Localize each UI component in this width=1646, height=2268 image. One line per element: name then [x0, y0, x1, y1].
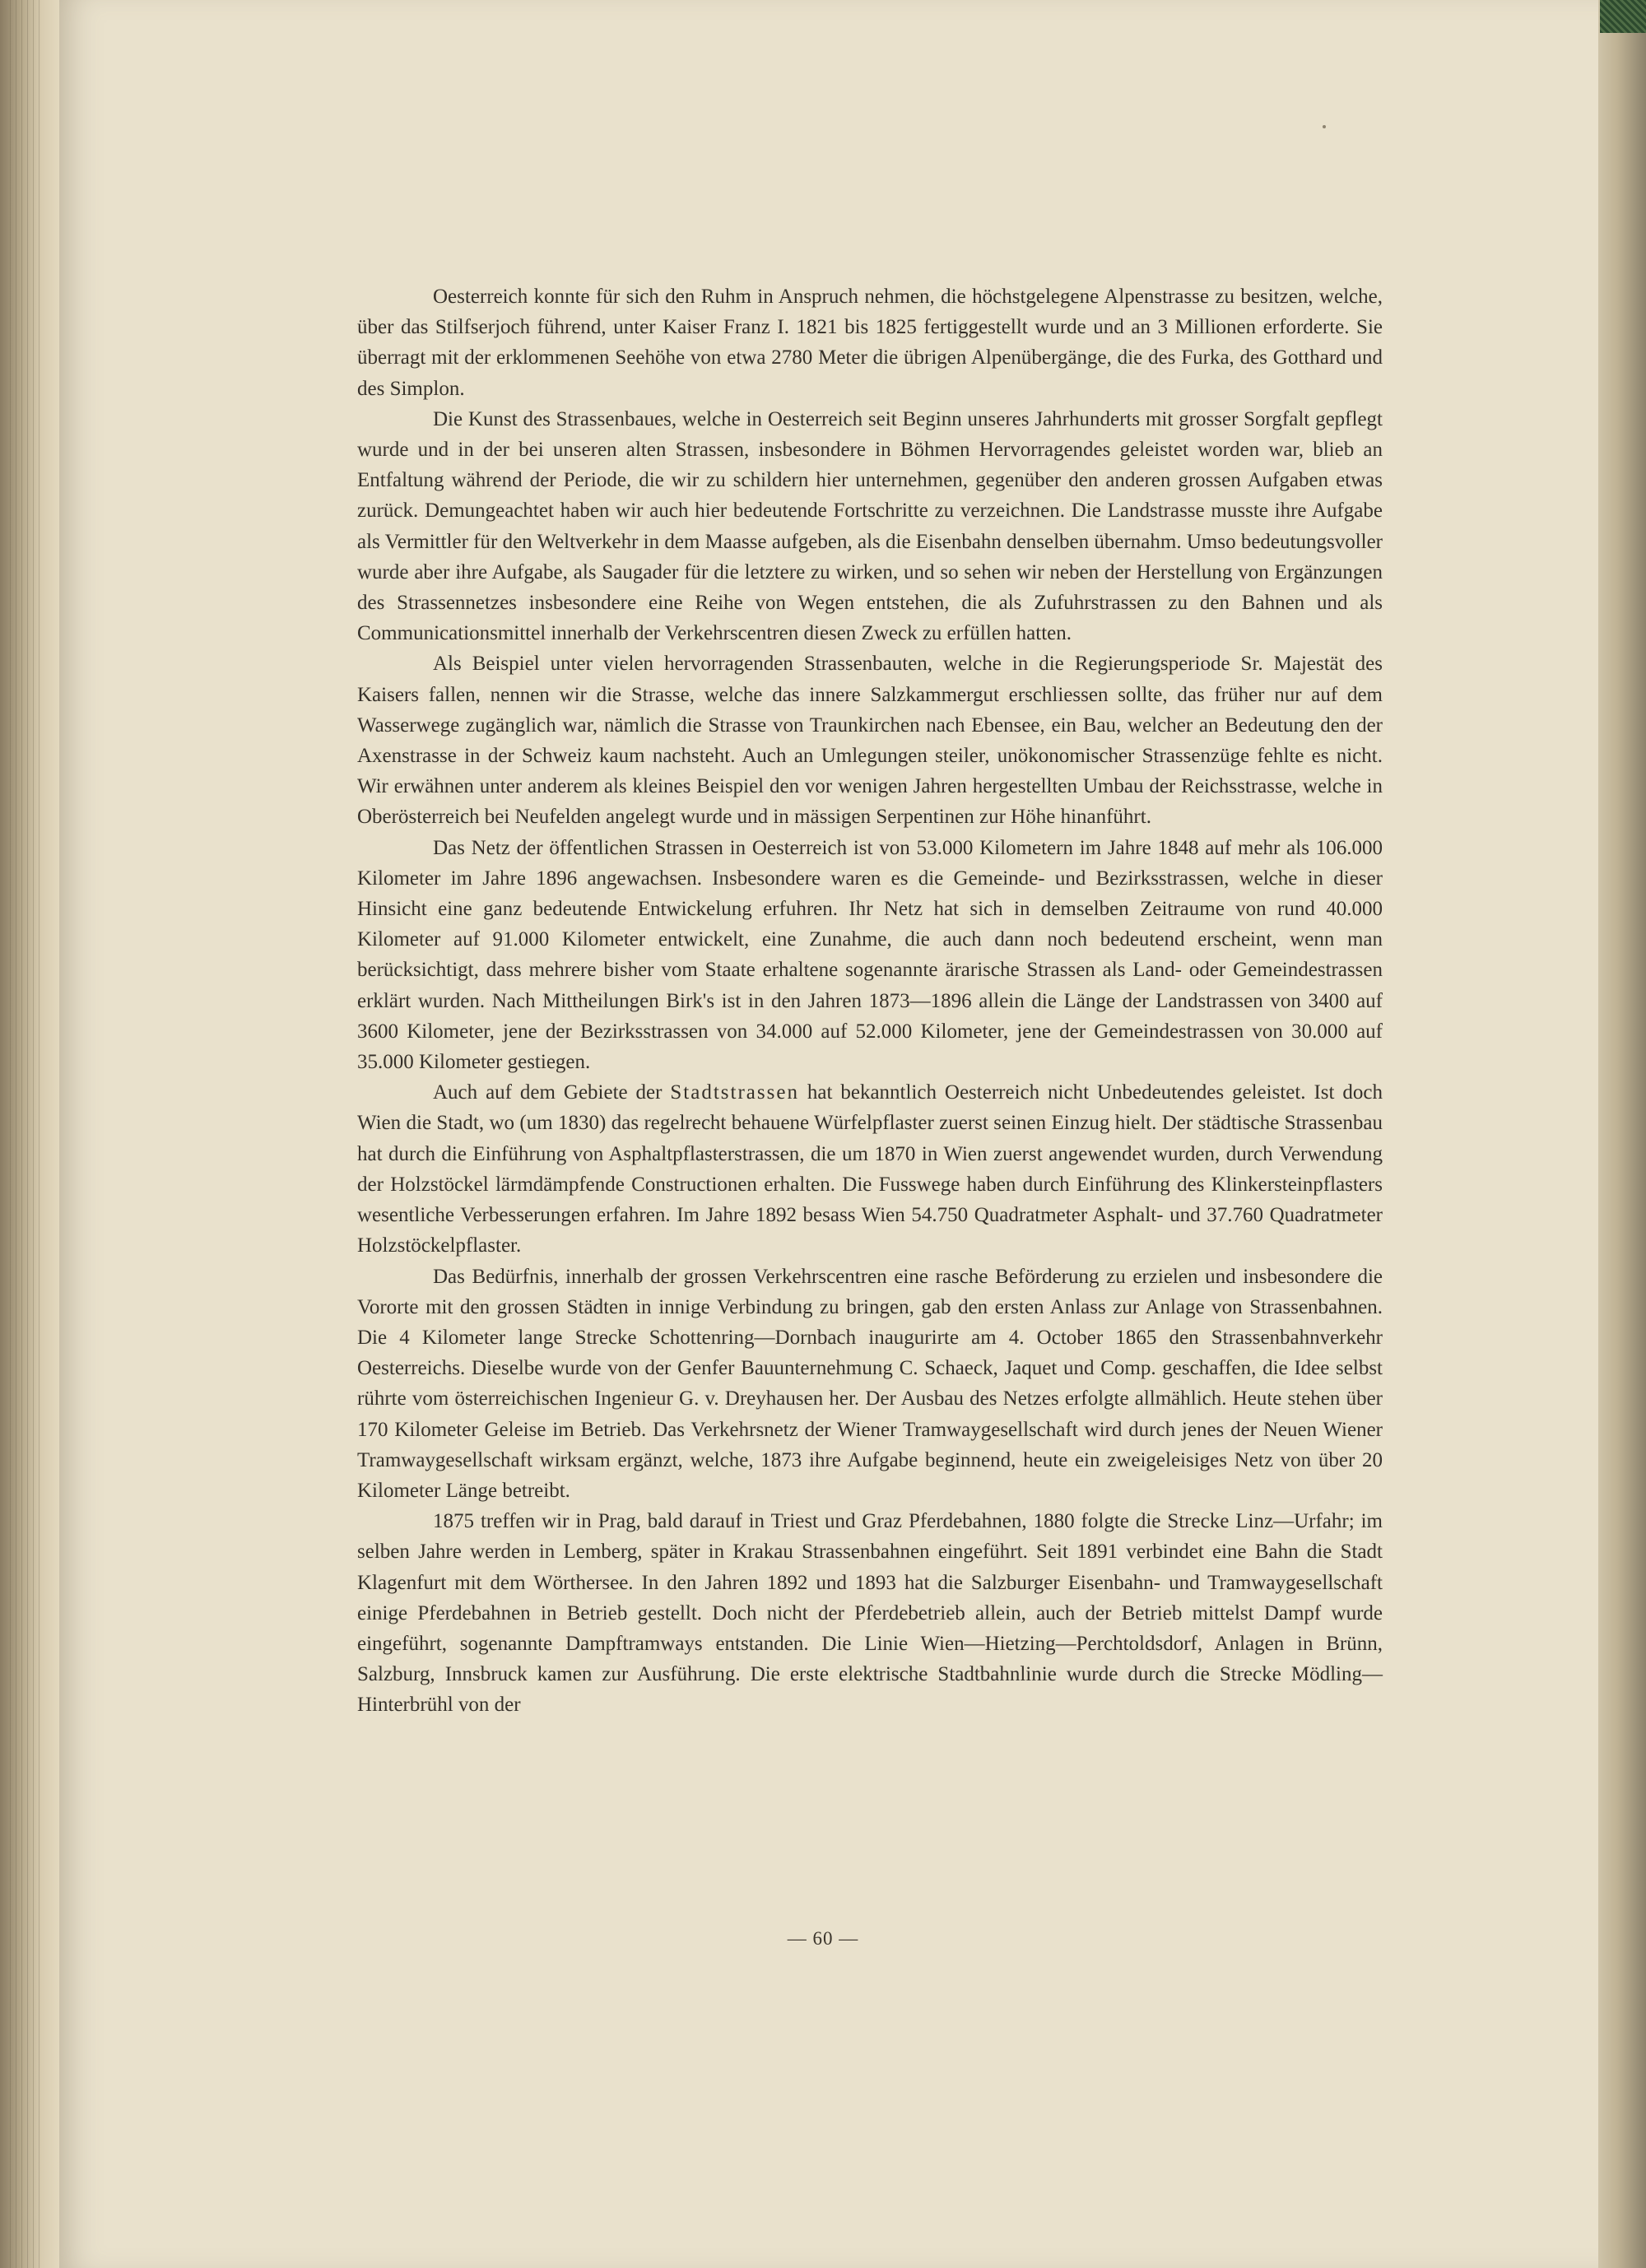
- paragraph-4-text: Das Netz der öffentlichen Strassen in Oesterreich ist von 53.000 Kilometern im Jahre 1848 auf mehr als 106.000 Kilometer im Jahre 1896 angewachsen. Insbesondere waren es die Gemeinde- und Bezirksstrassen, welche in dieser Hinsicht eine ganz bedeutende Entwickelung erfuhren. Ihr Netz hat sich in demselben Zeitraume von rund 40.000 Kilometer auf 91.000 Kilometer entwickelt, eine Zunahme, die auch dann noch bedeutend erscheint, wenn man berücksichtigt, dass mehrere bisher vom Staate erhaltene sogenannte ärarische Strassen als Land- oder Gemeindestrassen erklärt wurden. Nach Mittheilungen Birk's ist in den Jahren 1873—1896 allein die Länge der Landstrassen von 3400 auf 3600 Kilometer, jene der Bezirksstrassen von 34.000 auf 52.000 Kilometer, jene der Gemeindestrassen von 30.000 auf 35.000 Kilometer gestiegen.: [357, 836, 1383, 1074]
- body-text: [357, 281, 1383, 1721]
- paragraph-1: [357, 281, 1383, 404]
- paragraph-7-text: 1875 treffen wir in Prag, bald darauf in Triest und Graz Pferdebahnen, 1880 folgte die Strecke Linz—Urfahr; im selben Jahre werden in Lemberg, später in Krakau Strassenbahnen eingeführt. Seit 1891 verbindet eine Bahn die Stadt Klagenfurt mit dem Wörthersee. In den Jahren 1892 und 1893 hat die Salzburger Eisenbahn- und Tramwaygesellschaft einige Pferdebahnen in Betrieb gestellt. Doch nicht der Pferdebetrieb allein, auch der Betrieb mittelst Dampf wurde eingeführt, sogenannte Dampftramways entstanden. Die Linie Wien—Hietzing—Perchtoldsdorf, Anlagen in Brünn, Salzburg, Innsbruck kamen zur Ausführung. Die erste elektrische Stadtbahnlinie wurde durch die Strecke Mödling—Hinterbrühl von der: [357, 1510, 1383, 1717]
- paragraph-5: [357, 1077, 1383, 1261]
- paragraph-5-text-end: hat bekanntlich Oesterreich nicht Unbedeutendes geleistet. Ist doch Wien die Stadt, wo (um 1830) das regelrecht behauene Würfelpflaster zuerst seinen Einzug hielt. Der städtische Strassenbau hat durch die Einführung von Asphaltpflasterstrassen, die um 1870 in Wien zuerst angewendet wurden, durch Verwendung der Holzstöckel lärmdämpfende Constructionen erhalten. Die Fusswege haben durch Einführung des Klinkersteinpflasters wesentliche Verbesserungen erfahren. Im Jahre 1892 besass Wien 54.750 Quadratmeter Asphalt- und 37.760 Quadratmeter Holzstöckelpflaster.: [357, 1081, 1383, 1257]
- paragraph-2: [357, 404, 1383, 649]
- page-number: — 60 —: [787, 1928, 859, 1949]
- binding-cloth-corner: [1600, 0, 1646, 33]
- paragraph-6: [357, 1262, 1383, 1507]
- paragraph-3-text: Als Beispiel unter vielen hervorragenden Strassenbauten, welche in die Regierungsperiode Sr. Majestät des Kaisers fallen, nennen wir die Strasse, welche das innere Salzkammergut erschliessen sollte, das früher nur auf dem Wasserwege zugänglich war, nämlich die Strasse von Traunkirchen nach Ebensee, ein Bau, welcher an Bedeutung den der Axenstrasse in der Schweiz kaum nachsteht. Auch an Umlegungen steiler, unökonomischer Strassenzüge fehlte es nicht. Wir erwähnen unter anderem als kleines Beispiel den vor wenigen Jahren hergestellten Umbau der Reichsstrasse, welche in Oberösterreich bei Neufelden angelegt wurde und in mässigen Serpentinen zur Höhe hinanführt.: [357, 653, 1383, 829]
- paragraph-6-text: Das Bedürfnis, innerhalb der grossen Verkehrscentren eine rasche Beförderung zu erzielen und insbesondere die Vororte mit den grossen Städten in innige Verbindung zu bringen, gab den ersten Anlass zur Anlage von Strassenbahnen. Die 4 Kilometer lange Strecke Schottenring—Dornbach inaugurirte am 4. October 1865 den Strassenbahnverkehr Oesterreichs. Dieselbe wurde von der Genfer Bauunternehmung C. Schaeck, Jaquet und Comp. geschaffen, die Idee selbst rührte vom österreichischen Ingenieur G. v. Dreyhausen her. Der Ausbau des Netzes erfolgte allmählich. Heute stehen über 170 Kilometer Geleise im Betrieb. Das Verkehrsnetz der Wiener Tramwaygesellschaft wird durch jenes der Neuen Wiener Tramwaygesellschaft wirksam ergänzt, welche, 1873 ihre Aufgabe beginnend, heute ein zweigeleisiges Netz von über 20 Kilometer Länge betreibt.: [357, 1265, 1383, 1502]
- paragraph-7: [357, 1506, 1383, 1720]
- paper-speck: [1323, 125, 1326, 128]
- paragraph-4: [357, 833, 1383, 1078]
- paragraph-1-text: Oesterreich konnte für sich den Ruhm in Anspruch nehmen, die höchstgelegene Alpenstrasse zu besitzen, welche, über das Stilfserjoch führend, unter Kaiser Franz I. 1821 bis 1825 fertiggestellt wurde und an 3 Millionen erforderte. Sie überragt mit der erklommenen Seehöhe von etwa 2780 Meter die übrigen Alpenübergänge, die des Furka, des Gotthard und des Simplon.: [357, 286, 1383, 400]
- paragraph-2-text: Die Kunst des Strassenbaues, welche in Oesterreich seit Beginn unseres Jahrhunderts mit grosser Sorgfalt gepflegt wurde und in der bei unseren alten Strassen, insbesondere in Böhmen Hervorragendes geleistet worden war, blieb an Entfaltung während der Periode, die wir zu schildern hier unternehmen, gegenüber den anderen grossen Aufgaben etwas zurück. Demungeachtet haben wir auch hier bedeutende Fortschritte zu verzeichnen. Die Landstrasse musste ihre Aufgabe als Vermittler für den Weltverkehr in dem Maasse aufgeben, als die Eisenbahn denselben übernahm. Umso bedeutungsvoller wurde aber ihre Aufgabe, als Saugader für die letztere zu wirken, und so sehen wir neben der Herstellung von Ergänzungen des Strassennetzes insbesondere eine Reihe von Wegen entstehen, die als Zufuhrstrassen zu den Bahnen und als Communicationsmittel innerhalb der Verkehrscentren diesen Zweck zu erfüllen hatten.: [357, 407, 1383, 645]
- paragraph-5-emphasis: Stadtstrassen: [670, 1081, 799, 1104]
- paragraph-5-text-start: Auch auf dem Gebiete der: [433, 1081, 671, 1104]
- paragraph-3: [357, 648, 1383, 832]
